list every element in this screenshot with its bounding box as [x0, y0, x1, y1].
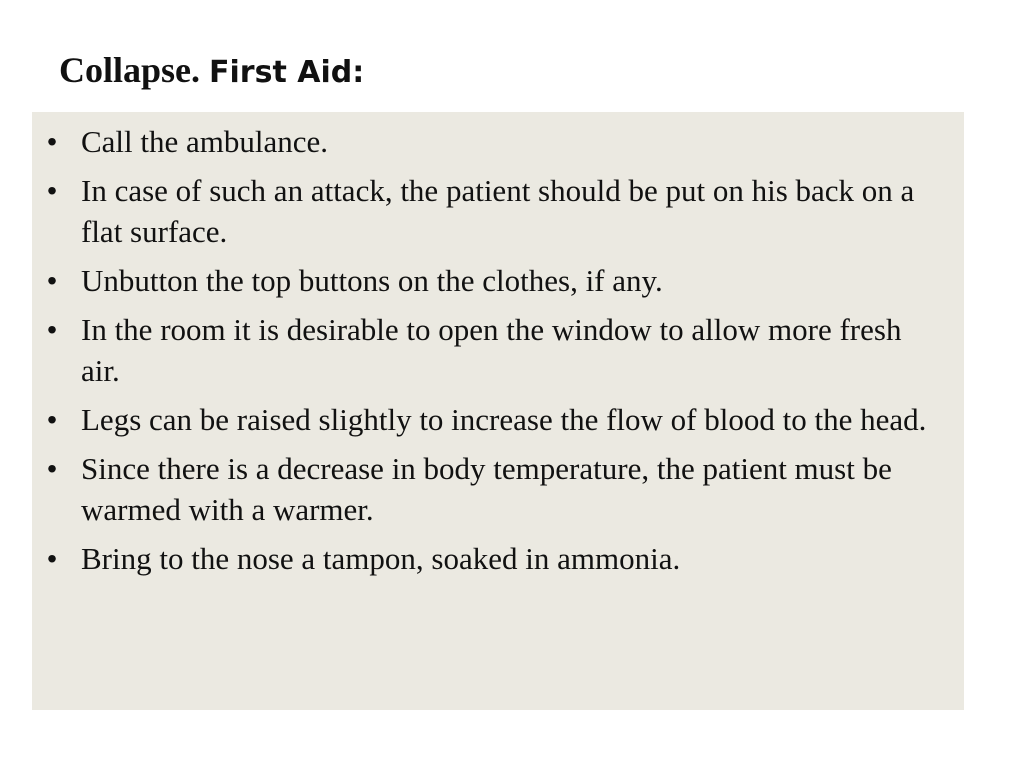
- list-item-text: Since there is a decrease in body temperature, the patient must be warmed with a warmer.: [81, 451, 892, 527]
- bullet-icon: •: [47, 314, 57, 345]
- list-item-text: Call the ambulance.: [81, 124, 329, 159]
- list-item: [32, 309, 964, 391]
- bullet-list: [32, 121, 964, 587]
- list-item: [32, 121, 964, 162]
- content-box: [32, 112, 964, 710]
- bullet-icon: •: [47, 404, 57, 435]
- bullet-icon: •: [47, 543, 57, 574]
- bullet-icon: •: [47, 453, 57, 484]
- bullet-icon: •: [47, 126, 57, 157]
- title-subtitle: First Aid:: [209, 55, 365, 90]
- list-item-text: In the room it is desirable to open the window to allow more fresh air.: [81, 312, 902, 388]
- list-item-text: Bring to the nose a tampon, soaked in ammonia.: [81, 541, 681, 576]
- list-item: [32, 538, 964, 579]
- list-item: [32, 260, 964, 301]
- bullet-icon: •: [47, 265, 57, 296]
- list-item: [32, 170, 964, 252]
- list-item-text: In case of such an attack, the patient should be put on his back on a flat surface.: [81, 173, 915, 249]
- list-item-text: Legs can be raised slightly to increase the flow of blood to the head.: [81, 402, 927, 437]
- slide-title: [59, 46, 364, 97]
- list-item: [32, 448, 964, 530]
- title-main: Collapse.: [59, 50, 201, 90]
- bullet-icon: •: [47, 175, 57, 206]
- list-item-text: Unbutton the top buttons on the clothes, if any.: [81, 263, 663, 298]
- list-item: [32, 399, 964, 440]
